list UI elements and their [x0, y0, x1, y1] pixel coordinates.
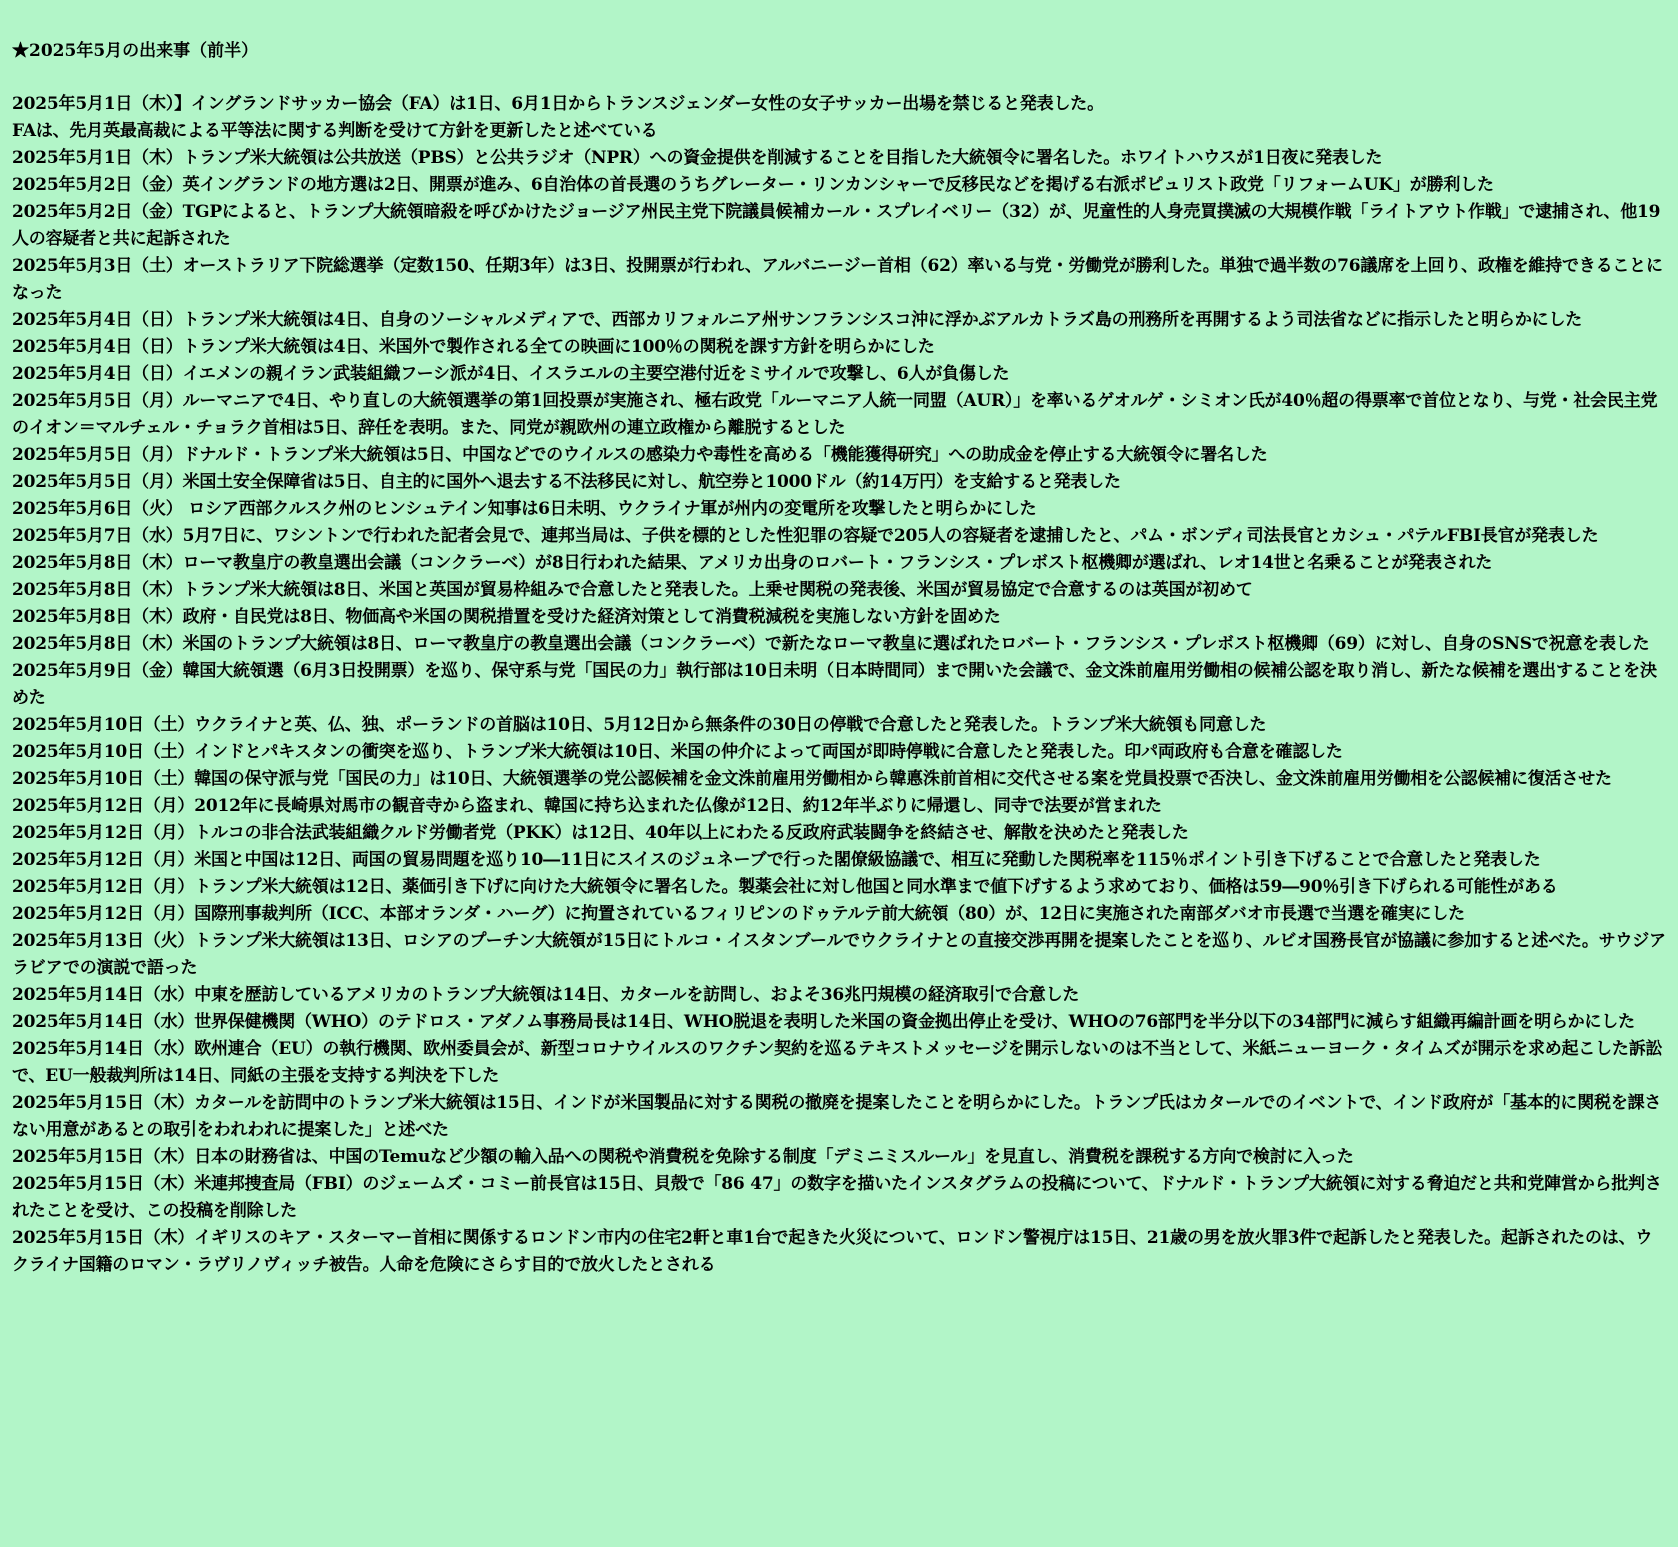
- event-entry: 2025年5月1日（木）】イングランドサッカー協会（FA）は1日、6月1日からトランスジェンダー女性の女子サッカー出場を禁じると発表した。: [12, 94, 1104, 114]
- event-entry: 2025年5月2日（金）TGPによると、トランプ大統領暗殺を呼びかけたジョージア州民主党下院議員候補カール・スプレイベリー（32）が、児童性的人身売買撲滅の大規模作戦「ライトアウト作戦」で逮捕され、他19人の容疑者と共に起訴された: [12, 202, 1661, 249]
- event-entry: 2025年5月8日（木）ローマ教皇庁の教皇選出会議（コンクラーベ）が8日行われた結果、アメリカ出身のロバート・フランシス・プレボスト枢機卿が選ばれ、レオ14世と名乗ることが発表された: [12, 553, 1493, 573]
- event-entry: 2025年5月4日（日）トランプ米大統領は4日、米国外で製作される全ての映画に100％の関税を課す方針を明らかにした: [12, 337, 935, 357]
- event-entry: 2025年5月8日（木）トランプ米大統領は8日、米国と英国が貿易枠組みで合意したと発表した。上乗せ関税の発表後、米国が貿易協定で合意するのは英国が初めて: [12, 580, 1253, 600]
- event-entry: 2025年5月4日（日）イエメンの親イラン武装組織フーシ派が4日、イスラエルの主要空港付近をミサイルで攻撃し、6人が負傷した: [12, 364, 1010, 384]
- event-entry: 2025年5月12日（月）2012年に長崎県対馬市の観音寺から盗まれ、韓国に持ち込まれた仏像が12日、約12年半ぶりに帰還し、同寺で法要が営まれた: [12, 796, 1162, 816]
- event-entry: 2025年5月13日（火）トランプ米大統領は13日、ロシアのプーチン大統領が15日にトルコ・イスタンブールでウクライナとの直接交渉再開を提案したことを巡り、ルビオ国務長官が協議に参加すると述べた。サウジアラビアでの演説で語った: [12, 931, 1666, 978]
- event-entry: 2025年5月15日（木）カタールを訪問中のトランプ米大統領は15日、インドが米国製品に対する関税の撤廃を提案したことを明らかにした。トランプ氏はカタールでのイベントで、インド政府が「基本的に関税を課さない用意があるとの取引をわれわれに提案した」と述べた: [12, 1093, 1662, 1140]
- page-heading: ★2025年5月の出来事（前半）: [12, 41, 259, 61]
- event-entry: 2025年5月10日（土）インドとパキスタンの衝突を巡り、トランプ米大統領は10日、米国の仲介によって両国が即時停戦に合意したと発表した。印パ両政府も合意を確認した: [12, 742, 1343, 762]
- event-entry: FAは、先月英最高裁による平等法に関する判断を受けて方針を更新したと述べている: [12, 121, 658, 141]
- event-entry: 2025年5月7日（水）5月7日に、ワシントンで行われた記者会見で、連邦当局は、子供を標的とした性犯罪の容疑で205人の容疑者を逮捕したと、パム・ボンディ司法長官とカシュ・パテルFBI長官が発表した: [12, 526, 1599, 546]
- event-entry: 2025年5月15日（木）米連邦捜査局（FBI）のジェームズ・コミー前長官は15日、貝殻で「86 47」の数字を描いたインスタグラムの投稿について、ドナルド・トランプ大統領に対する脅迫だと共和党陣営から批判されたことを受け、この投稿を削除した: [12, 1174, 1662, 1221]
- event-list: [12, 91, 1668, 1279]
- event-entry: 2025年5月3日（土）オーストラリア下院総選挙（定数150、任期3年）は3日、投開票が行われ、アルバニージー首相（62）率いる与党・労働党が勝利した。単独で過半数の76議席を上回り、政権を維持できることになった: [12, 256, 1663, 303]
- event-entry: 2025年5月9日（金）韓国大統領選（6月3日投開票）を巡り、保守系与党「国民の力」執行部は10日未明（日本時間同）まで開いた会議で、金文洙前雇用労働相の候補公認を取り消し、新たな候補を選出することを決めた: [12, 661, 1657, 708]
- event-entry: 2025年5月5日（月）ルーマニアで4日、やり直しの大統領選挙の第1回投票が実施され、極右政党「ルーマニア人統一同盟（AUR）」を率いるゲオルゲ・シミオン氏が40％超の得票率で首位となり、与党・社会民主党のイオン＝マルチェル・チョラク首相は5日、辞任を表明。また、同党が親欧州の連立政権から離脱するとした: [12, 391, 1658, 438]
- event-entry: 2025年5月10日（土）韓国の保守派与党「国民の力」は10日、大統領選挙の党公認候補を金文洙前雇用労働相から韓悳洙前首相に交代させる案を党員投票で否決し、金文洙前雇用労働相を公認候補に復活させた: [12, 769, 1612, 789]
- event-entry: 2025年5月12日（月）トランプ米大統領は12日、薬価引き下げに向けた大統領令に署名した。製薬会社に対し他国と同水準まで値下げするよう求めており、価格は59―90％引き下げられる可能性がある: [12, 877, 1558, 897]
- event-entry: 2025年5月12日（月）国際刑事裁判所（ICC、本部オランダ・ハーグ）に拘置されているフィリピンのドゥテルテ前大統領（80）が、12日に実施された南部ダバオ市長選で当選を確実にした: [12, 904, 1465, 924]
- event-entry: 2025年5月10日（土）ウクライナと英、仏、独、ポーランドの首脳は10日、5月12日から無条件の30日の停戦で合意したと発表した。トランプ米大統領も同意した: [12, 715, 1267, 735]
- event-entry: 2025年5月1日（木）トランプ米大統領は公共放送（PBS）と公共ラジオ（NPR）への資金提供を削減することを目指した大統領令に署名した。ホワイトハウスが1日夜に発表した: [12, 148, 1383, 168]
- event-entry: 2025年5月15日（木）イギリスのキア・スターマー首相に関係するロンドン市内の住宅2軒と車1台で起きた火災について、ロンドン警視庁は15日、21歳の男を放火罪3件で起訴したと発表した。起訴されたのは、ウクライナ国籍のロマン・ラヴリノヴィッチ被告。人命を危険にさらす目的で放火したとされる: [12, 1228, 1653, 1275]
- event-entry: 2025年5月12日（月）米国と中国は12日、両国の貿易問題を巡り10―11日にスイスのジュネーブで行った閣僚級協議で、相互に発動した関税率を115％ポイント引き下げることで合意したと発表した: [12, 850, 1541, 870]
- event-entry: 2025年5月14日（水）欧州連合（EU）の執行機関、欧州委員会が、新型コロナウイルスのワクチン契約を巡るテキストメッセージを開示しないのは不当として、米紙ニューヨーク・タイムズが開示を求め起こした訴訟で、EU一般裁判所は14日、同紙の主張を支持する判決を下した: [12, 1039, 1663, 1086]
- event-entry: 2025年5月4日（日）トランプ米大統領は4日、自身のソーシャルメディアで、西部カリフォルニア州サンフランシスコ沖に浮かぶアルカトラズ島の刑務所を再開するよう司法省などに指示したと明らかにした: [12, 310, 1583, 330]
- event-entry: 2025年5月15日（木）日本の財務省は、中国のTemuなど少額の輸入品への関税や消費税を免除する制度「デミニミスルール」を見直し、消費税を課税する方向で検討に入った: [12, 1147, 1354, 1167]
- event-entry: 2025年5月14日（水）中東を歴訪しているアメリカのトランプ大統領は14日、カタールを訪問し、およそ36兆円規模の経済取引で合意した: [12, 985, 1080, 1005]
- event-entry: 2025年5月5日（月）米国土安全保障省は5日、自主的に国外へ退去する不法移民に対し、航空券と1000ドル（約14万円）を支給すると発表した: [12, 472, 1121, 492]
- event-entry: 2025年5月6日（火） ロシア西部クルスク州のヒンシュテイン知事は6日未明、ウクライナ軍が州内の変電所を攻撃したと明らかにした: [12, 499, 1037, 519]
- event-entry: 2025年5月14日（水）世界保健機関（WHO）のテドロス・アダノム事務局長は14日、WHO脱退を表明した米国の資金拠出停止を受け、WHOの76部門を半分以下の34部門に減らす組織再編計画を明らかにした: [12, 1012, 1635, 1032]
- event-entry: 2025年5月8日（木）政府・自民党は8日、物価高や米国の関税措置を受けた経済対策として消費税減税を実施しない方針を固めた: [12, 607, 1001, 627]
- event-entry: 2025年5月8日（木）米国のトランプ大統領は8日、ローマ教皇庁の教皇選出会議（コンクラーベ）で新たなローマ教皇に選ばれたロバート・フランシス・プレボスト枢機卿（69）に対し、自身のSNSで祝意を表した: [12, 634, 1650, 654]
- event-entry: 2025年5月2日（金）英イングランドの地方選は2日、開票が進み、6自治体の首長選のうちグレーター・リンカンシャーで反移民などを掲げる右派ポピュリスト政党「リフォームUK」が勝利した: [12, 175, 1494, 195]
- event-entry: 2025年5月5日（月）ドナルド・トランプ米大統領は5日、中国などでのウイルスの感染力や毒性を高める「機能獲得研究」への助成金を停止する大統領令に署名した: [12, 445, 1268, 465]
- event-entry: 2025年5月12日（月）トルコの非合法武装組織クルド労働者党（PKK）は12日、40年以上にわたる反政府武装闘争を終結させ、解散を決めたと発表した: [12, 823, 1189, 843]
